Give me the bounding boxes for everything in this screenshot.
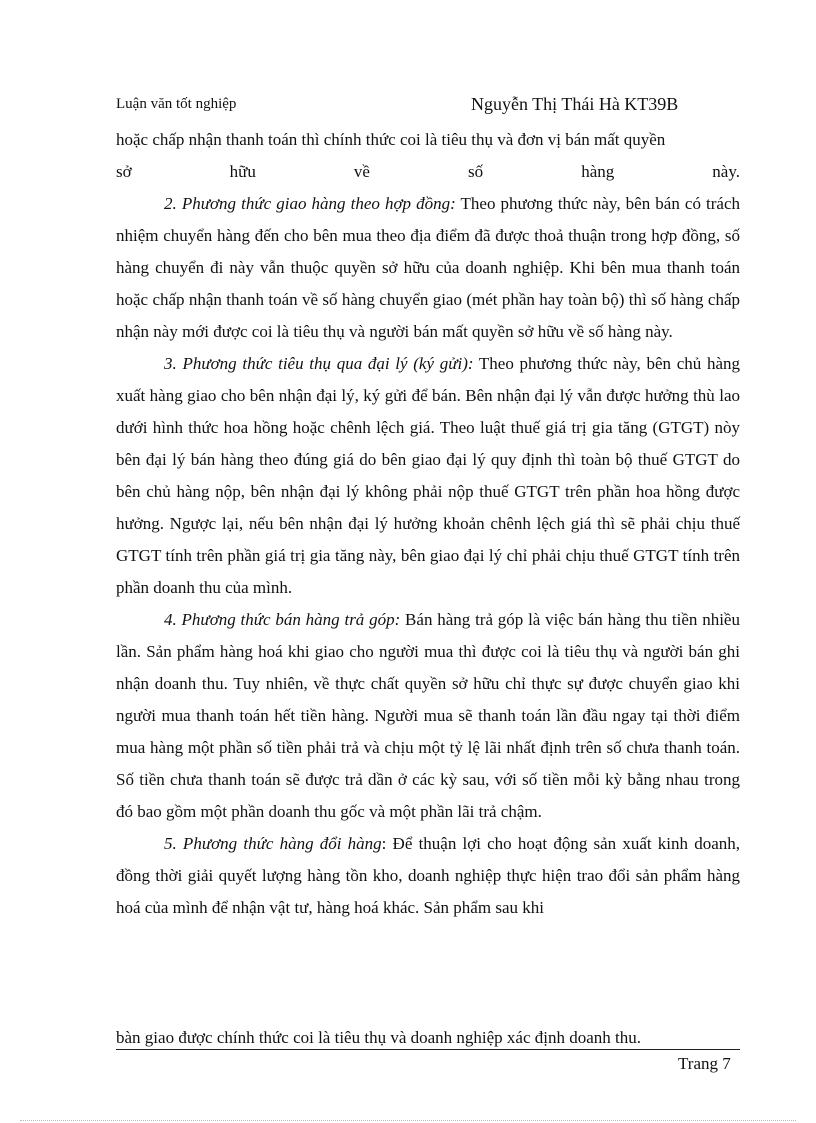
paragraph-barter-title: 5. Phương thức hàng đổi hàng xyxy=(164,834,382,853)
paragraph-continuation xyxy=(116,124,740,156)
paragraph-barter-last-line: bàn giao được chính thức coi là tiêu thụ và doanh nghiệp xác định doanh thu. xyxy=(116,1027,740,1050)
body-text xyxy=(116,124,740,924)
paragraph-barter xyxy=(116,828,740,924)
paragraph-barter-text: : Để thuận lợi cho hoạt động sản xuất kinh doanh, đồng thời giải quyết lượng hàng tồn kho, doanh nghiệp thực hiện trao đổi sản phẩm hàng hoá của mình để nhận vật tư, hàng hoá khác. Sản phẩm sau khi xyxy=(116,834,740,917)
paragraph-continuation-end xyxy=(116,156,740,188)
page-edge-divider xyxy=(20,1120,796,1121)
paragraph-agency-sales-title: 3. Phương thức tiêu thụ qua đại lý (ký gửi): xyxy=(164,354,474,373)
paragraph-agency-sales-text: Theo phương thức này, bên chủ hàng xuất hàng giao cho bên nhận đại lý, ký gửi để bán. Bên nhận đại lý vẫn được hưởng thù lao dưới hình thức hoa hồng hoặc chênh lệch giá. Theo luật thuế giá trị gia tăng (GTGT) nòy bên đại lý bán hàng theo đúng giá do bên giao đại lý quy định thì toàn bộ thuế GTGT do bên chủ hàng nộp, bên nhận đại lý không phải nộp thuế GTGT trên phần hoa hồng được hưởng. Ngược lại, nếu bên nhận đại lý hưởng khoản chênh lệch giá thì sẽ phải chịu thuế GTGT tính trên phần giá trị gia tăng này, bên giao đại lý chỉ phải chịu thuế GTGT tính trên phần doanh thu của mình. xyxy=(116,354,741,597)
paragraph-installment-sales xyxy=(116,604,740,828)
header-author: Nguyễn Thị Thái Hà KT39B xyxy=(471,94,679,114)
paragraph-contract-delivery xyxy=(116,188,740,348)
paragraph-continuation-line2: sở hữu về số hàng này. xyxy=(116,162,740,181)
page-header xyxy=(116,94,740,122)
header-thesis-label: Luận văn tốt nghiệp xyxy=(116,96,237,112)
paragraph-contract-delivery-text: Theo phương thức này, bên bán có trách nhiệm chuyển hàng đến cho bên mua theo địa điểm đã được thoả thuận trong hợp đồng, số hàng chuyển đi này vẫn thuộc quyền sở hữu của doanh nghiệp. Khi bên mua thanh toán hoặc chấp nhận thanh toán về số hàng chuyển giao (mét phần hay toàn bộ) thì số hàng chấp nhận này mới được coi là tiêu thụ và người bán mất quyền sở hữu về số hàng này. xyxy=(116,194,740,341)
page-number: Trang 7 xyxy=(678,1054,731,1073)
paragraph-agency-sales xyxy=(116,348,740,604)
paragraph-continuation-line1: hoặc chấp nhận thanh toán thì chính thức coi là tiêu thụ và đơn vị bán mất quyền xyxy=(116,130,666,149)
paragraph-installment-sales-text: Bán hàng trả góp là việc bán hàng thu tiền nhiều lần. Sản phẩm hàng hoá khi giao cho người mua thì được coi là tiêu thụ và người bán ghi nhận doanh thu. Tuy nhiên, về thực chất quyền sở hữu chỉ thực sự được chuyển giao khi người mua thanh toán hết tiền hàng. Người mua sẽ thanh toán lần đầu ngay tại thời điểm mua hàng một phần số tiền phải trả và chịu một tỷ lệ lãi nhất định trên số chưa thanh toán. Số tiền chưa thanh toán sẽ được trả dần ở các kỳ sau, với số tiền mỗi kỳ bằng nhau trong đó bao gồm một phần doanh thu gốc và một phần lãi trả chậm. xyxy=(116,610,740,821)
paragraph-installment-sales-title: 4. Phương thức bán hàng trả góp: xyxy=(164,610,401,629)
paragraph-contract-delivery-title: 2. Phương thức giao hàng theo hợp đồng: xyxy=(164,194,456,213)
